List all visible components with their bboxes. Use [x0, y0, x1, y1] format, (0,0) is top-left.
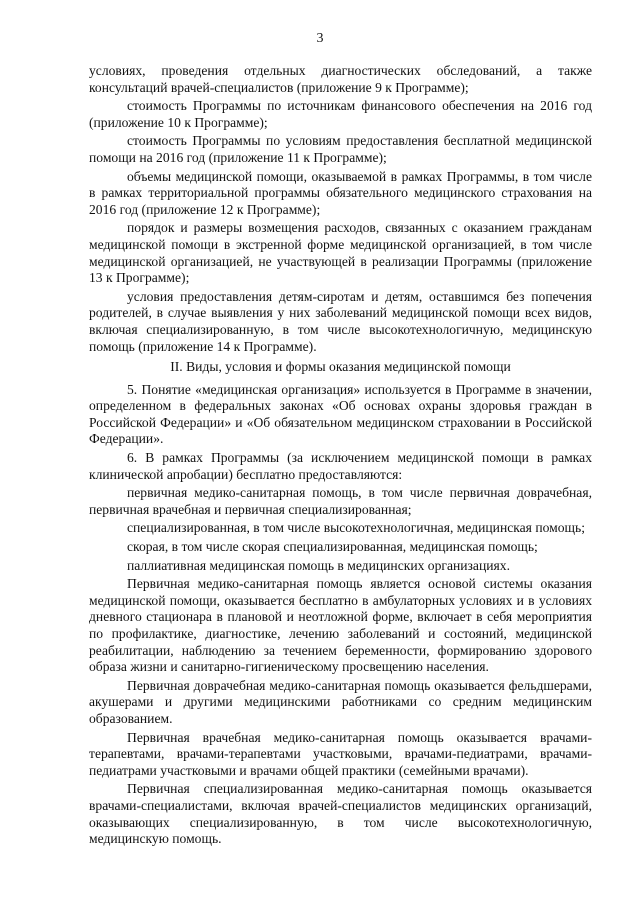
paragraph: 6. В рамках Программы (за исключением медицинской помощи в рамках клинической апробации) бесплатно предоставляются:	[89, 450, 592, 482]
paragraph: специализированная, в том числе высокотехнологичная, медицинская помощь;	[127, 520, 585, 536]
paragraph: условиях, проведения отдельных диагностических обследований, а также консультаций врачей-специалистов (приложение 9 к Программе);	[89, 63, 592, 95]
section-heading: II. Виды, условия и формы оказания медицинской помощи	[170, 359, 511, 375]
paragraph: Первичная врачебная медико-санитарная помощь оказывается врачами-терапевтами, врачами-терапевтами участковыми, врачами-педиатрами, врачами-педиатрами участковыми и врачами общей практики (семейными врачами).	[89, 729, 592, 778]
paragraph: первичная медико-санитарная помощь, в том числе первичная доврачебная, первичная врачебная и первичная специализированная;	[89, 485, 592, 517]
document-body	[89, 63, 592, 850]
paragraph: паллиативная медицинская помощь в медицинских организациях.	[127, 557, 510, 573]
paragraph: Первичная медико-санитарная помощь является основой системы оказания медицинской помощи, оказывается бесплатно в амбулаторных условиях и в условиях дневного стационара в плановой и неотложной форме, включает в себя мероприятия по профилактике, диагностике, лечению заболеваний и состояний, медицинской реабилитации, наблюдению за течением беременности, формированию здорового образа жизни и санитарно-гигиеническому просвещению населения.	[89, 576, 592, 675]
paragraph: порядок и размеры возмещения расходов, связанных с оказанием гражданам медицинской помощи в экстренной форме медицинской организацией, в том числе медицинской организацией, не участвующей в реализации Программы (приложение 13 к Программе);	[89, 220, 592, 286]
paragraph: объемы медицинской помощи, оказываемой в рамках Программы, в том числе в рамках территориальной программы обязательного медицинского страхования на 2016 год (приложение 12 к Программе);	[89, 168, 592, 217]
paragraph: стоимость Программы по источникам финансового обеспечения на 2016 год (приложение 10 к Программе);	[89, 98, 592, 130]
paragraph: 5. Понятие «медицинская организация» используется в Программе в значении, определенном в федеральных законах «Об основах охраны здоровья граждан в Российской Федерации» и «Об обязательном медицинском страховании в Российской Федерации».	[89, 381, 592, 447]
paragraph: условия предоставления детям-сиротам и детям, оставшимся без попечения родителей, в случае выявления у них заболеваний медицинской помощи всех видов, включая специализированную, в том числе высокотехнологичную, медицинскую помощь (приложение 14 к Программе).	[89, 288, 592, 354]
paragraph: Первичная специализированная медико-санитарная помощь оказывается врачами-специалистами, включая врачей-специалистов медицинских организаций, оказывающих специализированную, в том числе высокотехнологичную, медицинскую помощь.	[89, 781, 592, 847]
paragraph: Первичная доврачебная медико-санитарная помощь оказывается фельдшерами, акушерами и другими медицинскими работниками со средним медицинским образованием.	[89, 677, 592, 726]
paragraph: скорая, в том числе скорая специализированная, медицинская помощь;	[127, 539, 538, 555]
page-number: 3	[316, 31, 324, 46]
paragraph: стоимость Программы по условиям предоставления бесплатной медицинской помощи на 2016 год (приложение 11 к Программе);	[89, 133, 592, 165]
